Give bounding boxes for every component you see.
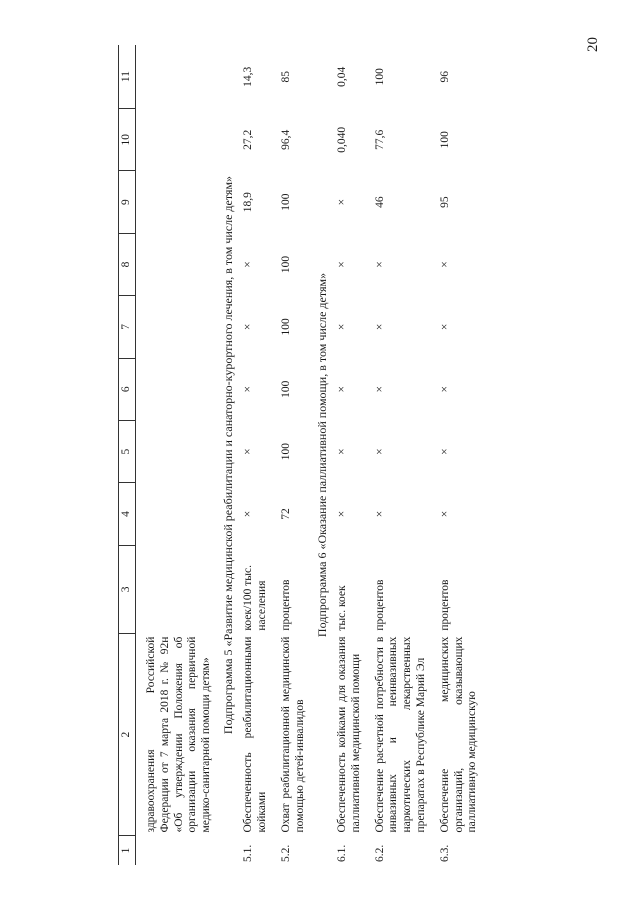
value-cell: ×	[335, 323, 348, 331]
value-cell: ×	[242, 386, 255, 393]
col-header: 7	[119, 296, 136, 358]
value-cell: 14,3	[242, 66, 255, 87]
indicator-name: Обеспечение расчетной потребности в инвазивных и неинвазивных наркотических лекарственных препаратах в Республике Марий Эл	[373, 636, 427, 833]
value-cell: ×	[438, 323, 451, 331]
value-cell: ×	[242, 323, 255, 331]
value-cell: 27,2	[242, 129, 255, 150]
value-cell: 72	[279, 508, 292, 520]
col-header: 1	[119, 836, 136, 865]
table-row	[373, 45, 430, 865]
value-cell: 100	[279, 255, 292, 274]
table-row	[279, 45, 309, 865]
unit: коек/100 тыс. населения	[242, 565, 269, 631]
value-cell: ×	[373, 323, 386, 331]
unit: тыс. коек	[335, 585, 348, 631]
value-cell: ×	[373, 448, 386, 455]
value-cell: ×	[438, 448, 451, 455]
col-header: 5	[119, 420, 136, 482]
value-cell: 96	[438, 71, 451, 83]
value-cell: ×	[335, 510, 348, 518]
value-cell: 100	[438, 131, 451, 149]
indicator-name: Обеспеченность реабилитационными койками	[242, 636, 269, 833]
value-cell: 95	[438, 196, 451, 208]
col-header: 4	[119, 483, 136, 545]
table-row	[241, 45, 271, 865]
indicators-table	[118, 45, 481, 865]
col-header: 10	[119, 109, 136, 171]
value-cell: 46	[373, 196, 386, 208]
value-cell: 0,04	[335, 66, 348, 87]
subprogram-5-heading	[215, 45, 241, 865]
rotated-table-sheet	[118, 45, 638, 865]
indicator-name: Обеспечение медицинских организаций, оказывающих паллиативную медицинскую	[438, 636, 479, 833]
col-header: 2	[119, 634, 136, 836]
indicator-name: Обеспеченность койками для оказания паллиативной медицинской помощи	[335, 636, 362, 833]
row-number: 6.1.	[335, 844, 348, 862]
subprogram-title: Подпрограмма 6 «Оказание паллиативной помощи, в том числе детям»	[314, 272, 329, 638]
col-header: 6	[119, 358, 136, 420]
value-cell: 0,040	[335, 126, 348, 153]
value-cell: ×	[438, 510, 451, 518]
value-cell: ×	[335, 198, 348, 206]
value-cell: 100	[373, 68, 386, 86]
value-cell: ×	[335, 448, 348, 455]
value-cell: ×	[335, 261, 348, 268]
row-number: 5.1.	[242, 844, 255, 862]
subprogram-title: Подпрограмма 5 «Развитие медицинской реабилитации и санаторно-курортного лечения, в том числе детям»	[220, 175, 235, 735]
column-number-header	[119, 45, 136, 865]
col-header: 11	[119, 45, 136, 109]
col-header: 8	[119, 233, 136, 295]
value-cell: ×	[242, 261, 255, 268]
value-cell: 18,9	[242, 192, 255, 213]
unit: процентов	[438, 579, 451, 631]
indicator-name: Охват реабилитационной медицинской помощью детей-инвалидов	[279, 636, 306, 833]
row-number: 5.2.	[279, 844, 292, 862]
value-cell: ×	[242, 448, 255, 455]
value-cell: ×	[373, 510, 386, 518]
col-header: 3	[119, 545, 136, 633]
table-row	[335, 45, 365, 865]
row-number: 6.2.	[373, 844, 386, 862]
unit: процентов	[279, 579, 292, 631]
continuation-row	[144, 45, 215, 865]
value-cell: 100	[279, 318, 292, 336]
col-header: 9	[119, 171, 136, 233]
value-cell: ×	[242, 510, 255, 518]
row-number: 6.3.	[438, 844, 451, 862]
value-cell: ×	[373, 261, 386, 268]
value-cell: 100	[279, 193, 292, 211]
continuation-text: здравоохранения Российской Федерации от 7 марта 2018 г. № 92н «Об утверждении Положения об организации оказания первичной медико-санитарной помощи детям»	[145, 636, 213, 833]
value-cell: 85	[279, 71, 292, 83]
page-number: 20	[585, 37, 601, 52]
table-row	[438, 45, 481, 865]
value-cell: 96,4	[279, 129, 292, 150]
value-cell: ×	[373, 386, 386, 393]
value-cell: ×	[438, 386, 451, 393]
value-cell: 100	[279, 443, 292, 461]
value-cell: ×	[335, 386, 348, 393]
value-cell: ×	[438, 261, 451, 268]
unit: процентов	[373, 579, 386, 631]
value-cell: 77,6	[373, 129, 386, 150]
subprogram-6-heading	[309, 45, 335, 865]
value-cell: 100	[279, 380, 292, 398]
